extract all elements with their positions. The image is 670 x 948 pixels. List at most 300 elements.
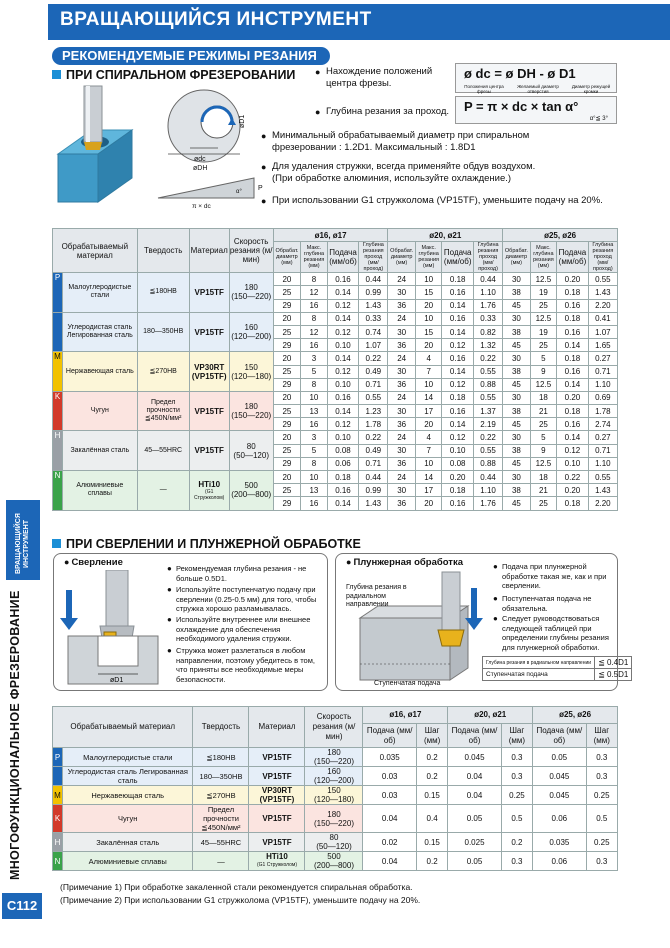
material-grade bbox=[189, 431, 229, 471]
table-cell: 20 bbox=[415, 418, 442, 431]
cutting-speed-range: (120—180) bbox=[313, 795, 354, 804]
table-cell: 0.20 bbox=[557, 391, 589, 404]
square-bullet-icon bbox=[52, 70, 61, 79]
cutting-speed-value: 180 bbox=[244, 402, 258, 412]
table-cell: 0.2 bbox=[501, 833, 532, 852]
table-cell: 9 bbox=[530, 444, 557, 457]
table-cell: 0.22 bbox=[557, 471, 589, 484]
table-cell: 0.55 bbox=[473, 391, 502, 404]
table-cell: 36 bbox=[388, 339, 415, 352]
t1-sub-depth: Макс. глубина резания (мм) bbox=[415, 242, 442, 273]
table-cell: 0.69 bbox=[588, 391, 617, 404]
table-cell: 45 bbox=[503, 299, 530, 312]
material-hardness: ≦180HB bbox=[137, 273, 189, 313]
table-cell: 24 bbox=[388, 431, 415, 444]
table-cell: 5 bbox=[301, 444, 328, 457]
t1-hdr-grade: Материал bbox=[189, 229, 229, 273]
table-cell: 0.045 bbox=[533, 786, 586, 805]
material-grade-sub: (G1 Стружколом) bbox=[194, 488, 225, 501]
table-cell: 25 bbox=[530, 339, 557, 352]
cutting-speed-value: 160 bbox=[244, 323, 258, 333]
table-cell: 36 bbox=[388, 457, 415, 470]
table-cell: 20 bbox=[273, 273, 300, 286]
table-cell: 7 bbox=[415, 365, 442, 378]
table-cell: 20 bbox=[273, 312, 300, 325]
bullet-air-blow bbox=[272, 161, 612, 185]
table-cell: 0.25 bbox=[586, 786, 617, 805]
table-cell: 25 bbox=[273, 444, 300, 457]
category-badge: N bbox=[53, 852, 63, 871]
table-cell: 16 bbox=[301, 497, 328, 510]
drilling-heading bbox=[52, 537, 361, 551]
table-cell: 25 bbox=[273, 286, 300, 299]
table-cell: 0.14 bbox=[442, 299, 474, 312]
table-cell: 18 bbox=[530, 391, 557, 404]
table-cell: 0.55 bbox=[473, 365, 502, 378]
table-cell: 0.2 bbox=[416, 748, 447, 767]
plunge-step-label: Ступенчатая подача bbox=[374, 680, 441, 687]
label-d1: øD1 bbox=[239, 114, 246, 128]
table-cell: 0.12 bbox=[442, 378, 474, 391]
material-grade bbox=[249, 767, 305, 786]
table-cell: 0.04 bbox=[448, 786, 501, 805]
table-cell: 0.44 bbox=[359, 273, 388, 286]
plunge-note-1: ● Подача при плунжерной обработке такая же, как и при сверлении. bbox=[502, 562, 616, 591]
label-dc: ødc bbox=[194, 156, 206, 163]
material-hardness: — bbox=[137, 471, 189, 511]
material-hardness: 180—350HB bbox=[193, 767, 249, 786]
drilling-note-2: ● Используйте поступенчатую подачу при сверлении (0.25-0.5 мм) для того, чтобы стружка хорошо разламывалась. bbox=[176, 585, 324, 614]
material-grade-name: VP30RT (VP15TF) bbox=[259, 786, 295, 804]
material-grade-name: VP15TF bbox=[262, 814, 292, 823]
table-row bbox=[53, 312, 618, 325]
category-badge: M bbox=[53, 786, 63, 805]
t1-sub-dh: Обрабат. диаметр (мм) bbox=[273, 242, 300, 273]
table-cell: 0.15 bbox=[416, 833, 447, 852]
table-cell: 0.55 bbox=[588, 273, 617, 286]
table-cell: 30 bbox=[503, 471, 530, 484]
cutting-speed-range: (150—220) bbox=[313, 757, 354, 766]
table-cell: 0.045 bbox=[533, 767, 586, 786]
cutting-speed-range: (50—120) bbox=[316, 842, 352, 851]
cutting-speed-value: 150 bbox=[327, 786, 341, 795]
table-cell: 0.12 bbox=[442, 431, 474, 444]
label-dh: øDH bbox=[193, 165, 208, 172]
table-cell: 0.55 bbox=[359, 391, 388, 404]
plunge-work-front bbox=[360, 618, 450, 680]
table-cell: 0.035 bbox=[533, 833, 586, 852]
material-hardness: Предел прочности ≦450N/мм² bbox=[137, 391, 189, 431]
category-badge: K bbox=[53, 805, 63, 833]
table-cell: 12 bbox=[301, 325, 328, 338]
table-cell: 0.10 bbox=[327, 378, 359, 391]
table-cell: 13 bbox=[301, 484, 328, 497]
bullet-air-blow-line2: (При обработке алюминия, используйте охлаждение.) bbox=[272, 173, 512, 184]
table-cell: 0.18 bbox=[557, 405, 589, 418]
table-cell: 0.10 bbox=[327, 339, 359, 352]
table-cell: 20 bbox=[273, 431, 300, 444]
t1-group-25: ø25, ø26 bbox=[503, 229, 618, 242]
table-cell: 0.49 bbox=[359, 365, 388, 378]
table-cell: 0.16 bbox=[442, 312, 474, 325]
table-cell: 0.025 bbox=[448, 833, 501, 852]
t2-sub-feed: Подача (мм/об) bbox=[533, 724, 586, 748]
plunge-note-2: ● Поступенчатая подача не обязательна. bbox=[502, 594, 616, 613]
material-name: Алюминиевые сплавы bbox=[63, 471, 138, 511]
formula-dc-caption3: Диаметр режущей кромки bbox=[571, 84, 611, 94]
table-cell: 1.43 bbox=[359, 497, 388, 510]
table-cell: 0.04 bbox=[363, 805, 416, 833]
cutting-speed-range: (120—200) bbox=[231, 332, 272, 342]
table-cell: 20 bbox=[415, 339, 442, 352]
table-cell: 2.20 bbox=[588, 299, 617, 312]
t2-sub-feed: Подача (мм/об) bbox=[448, 724, 501, 748]
t1-sub-depth-per: Глубина резания проход (мм/проход) bbox=[588, 242, 617, 273]
bullet-depth-per-pass: ● Глубина резания за проход. bbox=[326, 106, 450, 118]
cutting-speed bbox=[305, 852, 363, 871]
page-header bbox=[48, 4, 670, 40]
table-cell: 1.43 bbox=[359, 299, 388, 312]
drilling-title: ● Сверление bbox=[64, 557, 123, 568]
table-cell: 0.18 bbox=[557, 312, 589, 325]
table-cell: 0.10 bbox=[442, 444, 474, 457]
table-cell: 1.65 bbox=[588, 339, 617, 352]
material-name: Нержавеющая сталь bbox=[63, 352, 138, 392]
table-cell: 0.88 bbox=[473, 378, 502, 391]
cutting-speed-value: 150 bbox=[244, 362, 258, 372]
table-cell: 0.55 bbox=[588, 471, 617, 484]
material-grade bbox=[189, 273, 229, 313]
table-cell: 38 bbox=[503, 405, 530, 418]
material-name: Малоуглеродистые стали bbox=[63, 748, 193, 767]
table-cell: 10 bbox=[415, 273, 442, 286]
table-cell: 0.16 bbox=[442, 497, 474, 510]
bullet-min-diameter-line2: фрезеровании : 1.2D1. Максимальный : 1.8D1 bbox=[272, 142, 476, 153]
table-cell: 0.3 bbox=[501, 852, 532, 871]
plunge-limit-table bbox=[482, 656, 632, 681]
t1-sub-feed: Подача (мм/об) bbox=[442, 242, 474, 273]
table-cell: 0.035 bbox=[363, 748, 416, 767]
table-cell: 4 bbox=[415, 352, 442, 365]
formula-p-note: α°≦ 3° bbox=[589, 116, 608, 122]
table-cell: 25 bbox=[273, 484, 300, 497]
table-cell: 3 bbox=[301, 352, 328, 365]
t1-sub-dh: Обрабат. диаметр (мм) bbox=[388, 242, 415, 273]
table-cell: 1.10 bbox=[473, 484, 502, 497]
table-cell: 0.16 bbox=[327, 484, 359, 497]
table-cell: 0.12 bbox=[327, 299, 359, 312]
table-cell: 0.14 bbox=[557, 378, 589, 391]
page-number: C112 bbox=[2, 893, 42, 919]
material-grade bbox=[249, 833, 305, 852]
table-cell: 20 bbox=[415, 497, 442, 510]
table-cell: 20 bbox=[415, 299, 442, 312]
table-cell: 0.12 bbox=[557, 444, 589, 457]
table-cell: 36 bbox=[388, 418, 415, 431]
mini-row2-value: ≦ 0.5D1 bbox=[595, 669, 632, 681]
formula-dc-caption2: Желаемый диаметр отверстия bbox=[517, 84, 559, 94]
table-cell: 25 bbox=[273, 405, 300, 418]
table-cell: 0.27 bbox=[588, 352, 617, 365]
table-cell: 25 bbox=[530, 418, 557, 431]
table-cell: 20 bbox=[273, 352, 300, 365]
spiral-milling-table bbox=[52, 228, 618, 511]
table-cell: 30 bbox=[388, 444, 415, 457]
table-cell: 0.18 bbox=[442, 273, 474, 286]
table-cell: 10 bbox=[301, 471, 328, 484]
table-cell: 1.43 bbox=[588, 286, 617, 299]
table-cell: 24 bbox=[388, 273, 415, 286]
material-grade-name: VP15TF bbox=[194, 287, 224, 297]
cutting-speed bbox=[305, 833, 363, 852]
table-cell: 25 bbox=[530, 299, 557, 312]
table-cell: 25 bbox=[273, 365, 300, 378]
cutting-speed bbox=[229, 352, 273, 392]
table-cell: 0.08 bbox=[327, 444, 359, 457]
table-cell: 30 bbox=[388, 325, 415, 338]
plunge-title: ● Плунжерная обработка bbox=[346, 557, 463, 568]
table-cell: 0.14 bbox=[442, 325, 474, 338]
table-row bbox=[53, 786, 618, 805]
material-grade-name: VP30RT (VP15TF) bbox=[191, 362, 227, 381]
category-badge: P bbox=[53, 273, 63, 313]
material-grade-name: VP15TF bbox=[194, 327, 224, 337]
bullet-min-diameter-line1: ● Минимальный обрабатываемый диаметр при спиральном bbox=[272, 130, 530, 141]
table-cell: 30 bbox=[503, 352, 530, 365]
material-grade bbox=[249, 805, 305, 833]
material-grade bbox=[189, 391, 229, 431]
table-cell: 0.4 bbox=[416, 805, 447, 833]
table-cell: 0.06 bbox=[533, 852, 586, 871]
table-cell: 0.05 bbox=[448, 805, 501, 833]
table-cell: 2.20 bbox=[588, 497, 617, 510]
table-cell: 1.10 bbox=[588, 457, 617, 470]
t1-group-16: ø16, ø17 bbox=[273, 229, 388, 242]
table-cell: 1.76 bbox=[473, 497, 502, 510]
table-cell: 29 bbox=[273, 299, 300, 312]
table-cell: 8 bbox=[301, 378, 328, 391]
cutting-speed-range: (120—200) bbox=[313, 776, 354, 785]
table-cell: 0.14 bbox=[327, 312, 359, 325]
table-cell: 0.99 bbox=[359, 286, 388, 299]
material-name: Закалённая сталь bbox=[63, 833, 193, 852]
sidebar-mini-tab-label: ВРАЩАЮЩИЙСЯ ИНСТРУМЕНТ bbox=[15, 513, 30, 575]
table-cell: 16 bbox=[301, 339, 328, 352]
table-cell: 0.3 bbox=[586, 767, 617, 786]
table-cell: 9 bbox=[530, 365, 557, 378]
table-cell: 0.44 bbox=[473, 273, 502, 286]
table-row bbox=[53, 471, 618, 484]
table-cell: 3 bbox=[301, 431, 328, 444]
page-title: ВРАЩАЮЩИЙСЯ ИНСТРУМЕНТ bbox=[60, 9, 372, 30]
table-cell: 1.76 bbox=[473, 299, 502, 312]
table-cell: 0.20 bbox=[442, 471, 474, 484]
category-badge: H bbox=[53, 431, 63, 471]
material-grade bbox=[249, 786, 305, 805]
formula-dc-caption1: Положения центра фрезы bbox=[464, 84, 504, 94]
t1-sub-feed: Подача (мм/об) bbox=[557, 242, 589, 273]
table-cell: 0.22 bbox=[473, 352, 502, 365]
table-cell: 0.18 bbox=[557, 286, 589, 299]
table-cell: 36 bbox=[388, 378, 415, 391]
table-cell: 0.25 bbox=[501, 786, 532, 805]
formula-dc: ø dc = ø DH - ø D1 bbox=[464, 66, 576, 81]
table-cell: 0.12 bbox=[327, 325, 359, 338]
table-cell: 0.22 bbox=[359, 431, 388, 444]
table-cell: 0.33 bbox=[359, 312, 388, 325]
drilling-panel bbox=[53, 553, 328, 691]
drill-hole bbox=[98, 636, 138, 666]
t1-sub-dh: Обрабат. диаметр (мм) bbox=[503, 242, 530, 273]
drilling-table bbox=[52, 706, 618, 871]
table-cell: 20 bbox=[273, 391, 300, 404]
drilling-note-3: ● Используйте внутреннее или внешнее охлаждение для обеспечения необходимого удаления стружки. bbox=[176, 615, 324, 644]
table-cell: 12.5 bbox=[530, 312, 557, 325]
material-name: Углеродистая сталь Легированная сталь bbox=[63, 312, 138, 352]
table-cell: 45 bbox=[503, 497, 530, 510]
category-badge: P bbox=[53, 748, 63, 767]
table-cell: 0.18 bbox=[442, 391, 474, 404]
table-cell: 45 bbox=[503, 457, 530, 470]
table-cell: 0.2 bbox=[416, 767, 447, 786]
table-cell: 29 bbox=[273, 339, 300, 352]
table-cell: 0.71 bbox=[588, 444, 617, 457]
table-cell: 16 bbox=[301, 299, 328, 312]
table-cell: 0.55 bbox=[473, 444, 502, 457]
drill-d1-label: øD1 bbox=[110, 677, 124, 684]
material-grade bbox=[249, 748, 305, 767]
t1-hdr-hardness: Твердость bbox=[137, 229, 189, 273]
t2-hdr-hardness: Твердость bbox=[193, 707, 249, 748]
table-cell: 24 bbox=[388, 352, 415, 365]
workpiece-front bbox=[58, 154, 98, 202]
spiral-milling-table-body bbox=[53, 273, 618, 510]
plunge-tool-insert bbox=[438, 630, 464, 646]
t2-hdr-material: Обрабатываемый материал bbox=[53, 707, 193, 748]
table-cell: 0.04 bbox=[448, 767, 501, 786]
table-cell: 0.12 bbox=[327, 365, 359, 378]
t2-sub-feed: Подача (мм/об) bbox=[363, 724, 416, 748]
cutting-speed-range: (200—800) bbox=[313, 861, 354, 870]
table-cell: 0.27 bbox=[588, 431, 617, 444]
table-cell: 1.78 bbox=[588, 405, 617, 418]
bullet-center-position: ● Нахождение положений центра фрезы. bbox=[326, 66, 450, 90]
label-alpha: α° bbox=[236, 189, 242, 195]
category-badge bbox=[53, 312, 63, 352]
spiral-heading-text: ПРИ СПИРАЛЬНОМ ФРЕЗЕРОВАНИИ bbox=[66, 68, 296, 82]
formula-box-p bbox=[455, 96, 617, 124]
t1-hdr-material: Обрабатываемый материал bbox=[53, 229, 138, 273]
table-cell: 45 bbox=[503, 339, 530, 352]
table-cell: 1.32 bbox=[473, 339, 502, 352]
category-badge bbox=[53, 767, 63, 786]
table-cell: 0.88 bbox=[473, 457, 502, 470]
plunge-radial-label: Глубина резания в радиальном направлении bbox=[346, 584, 407, 608]
table-cell: 0.06 bbox=[327, 457, 359, 470]
table-cell: 38 bbox=[503, 286, 530, 299]
table-cell: 5 bbox=[301, 365, 328, 378]
cutting-speed bbox=[305, 767, 363, 786]
table-cell: 0.14 bbox=[557, 339, 589, 352]
plunge-note-3: ● Следует руководствоваться следующей таблицей при определении глубины резания для плунжерной обработки. bbox=[502, 614, 616, 652]
table-row bbox=[53, 748, 618, 767]
table-cell: 8 bbox=[301, 312, 328, 325]
table-cell: 38 bbox=[503, 444, 530, 457]
table-cell: 29 bbox=[273, 418, 300, 431]
material-name: Углеродистая сталь Легированная сталь bbox=[63, 767, 193, 786]
table-cell: 0.03 bbox=[363, 786, 416, 805]
formula-box-dc bbox=[455, 63, 617, 93]
table-cell: 24 bbox=[388, 391, 415, 404]
table-cell: 0.16 bbox=[557, 299, 589, 312]
table-cell: 12.5 bbox=[530, 457, 557, 470]
material-hardness: — bbox=[193, 852, 249, 871]
material-grade-name: VP15TF bbox=[194, 406, 224, 416]
table-cell: 0.14 bbox=[327, 405, 359, 418]
cutting-speed bbox=[305, 786, 363, 805]
table-cell: 2.19 bbox=[473, 418, 502, 431]
bullet-g1-breaker: ● При использовании G1 стружколома (VP15TF), уменьшите подачу на 20%. bbox=[272, 195, 612, 207]
drill-shank bbox=[106, 570, 128, 626]
material-grade bbox=[249, 852, 305, 871]
table-cell: 45 bbox=[503, 418, 530, 431]
table-cell: 0.06 bbox=[533, 805, 586, 833]
table-cell: 14 bbox=[415, 471, 442, 484]
table-cell: 21 bbox=[530, 405, 557, 418]
table-cell: 0.49 bbox=[359, 444, 388, 457]
table-cell: 13 bbox=[301, 405, 328, 418]
table-cell: 0.20 bbox=[557, 273, 589, 286]
material-hardness: Предел прочности ≦450N/мм² bbox=[193, 805, 249, 833]
t2-sub-step: Шаг (мм) bbox=[501, 724, 532, 748]
material-grade-name: VP15TF bbox=[262, 837, 292, 847]
table-cell: 0.02 bbox=[363, 833, 416, 852]
cutting-speed-value: 180 bbox=[327, 809, 341, 819]
material-grade bbox=[189, 471, 229, 511]
table-cell: 19 bbox=[530, 286, 557, 299]
table-cell: 38 bbox=[503, 484, 530, 497]
table-cell: 1.10 bbox=[473, 286, 502, 299]
t1-sub-depth: Макс. глубина резания (мм) bbox=[301, 242, 328, 273]
table-cell: 12.5 bbox=[530, 273, 557, 286]
label-pi-dc: π × dc bbox=[192, 203, 211, 210]
table-row bbox=[53, 273, 618, 286]
table-cell: 24 bbox=[388, 312, 415, 325]
material-grade-sub: (G1 Стружколом) bbox=[256, 862, 297, 868]
table-cell: 0.05 bbox=[448, 852, 501, 871]
table-cell: 17 bbox=[415, 405, 442, 418]
cutting-speed bbox=[305, 805, 363, 833]
table-cell: 0.05 bbox=[533, 748, 586, 767]
t1-sub-depth-per: Глубина резания проход (мм/проход) bbox=[473, 242, 502, 273]
table-cell: 30 bbox=[388, 286, 415, 299]
table-cell: 8 bbox=[301, 457, 328, 470]
table-cell: 0.16 bbox=[442, 286, 474, 299]
drilling-table-body bbox=[53, 748, 618, 871]
category-badge: K bbox=[53, 391, 63, 431]
material-grade-name: HTi10 bbox=[266, 852, 288, 861]
table-cell: 29 bbox=[273, 497, 300, 510]
table-cell: 24 bbox=[388, 471, 415, 484]
table-cell: 0.44 bbox=[359, 471, 388, 484]
drilling-note-1: ● Рекомендуемая глубина резания - не больше 0.5D1. bbox=[176, 564, 324, 583]
table-cell: 0.71 bbox=[359, 457, 388, 470]
t1-sub-feed: Подача (мм/об) bbox=[327, 242, 359, 273]
cutting-speed bbox=[229, 471, 273, 511]
cutting-speed-value: 500 bbox=[244, 481, 258, 491]
table-cell: 0.045 bbox=[448, 748, 501, 767]
table-cell: 0.44 bbox=[473, 471, 502, 484]
